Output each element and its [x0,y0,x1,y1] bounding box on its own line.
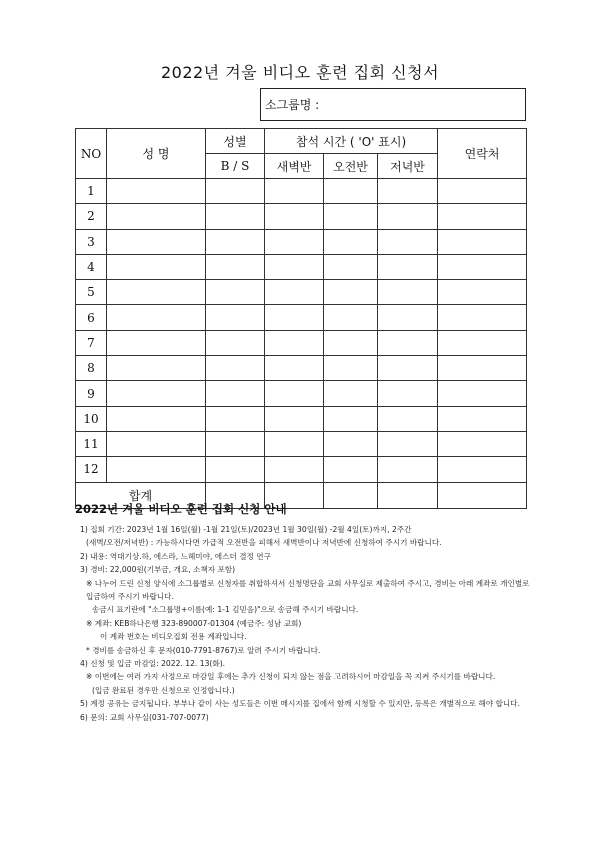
cell-morning[interactable] [324,381,378,406]
cell-dawn[interactable] [265,254,324,279]
table-row [76,204,527,229]
cell-evening[interactable] [378,431,438,456]
cell-dawn[interactable] [265,457,324,482]
cell-evening[interactable] [378,381,438,406]
cell-gender[interactable] [206,254,265,279]
cell-name[interactable] [107,356,206,381]
guide-line: ※ 이번에는 여러 가지 사정으로 마감일 후에는 추가 신청이 되지 않는 점을 고려하시어 마감일을 꼭 지켜 주시기를 바랍니다. [86,672,496,682]
table-row [76,254,527,279]
cell-evening[interactable] [378,204,438,229]
row-number: 1 [76,179,107,204]
row-number: 4 [76,254,107,279]
cell-gender[interactable] [206,406,265,431]
cell-dawn[interactable] [265,204,324,229]
cell-contact[interactable] [438,305,527,330]
row-number: 8 [76,356,107,381]
cell-gender[interactable] [206,381,265,406]
cell-gender[interactable] [206,280,265,305]
guide-line: 1) 집회 기간: 2023년 1월 16일(월) -1월 21일(토)/2023년 1월 30일(월) -2월 4일(토)까지, 2주간 [80,525,412,534]
guide-line: 5) 계정 공유는 금지됩니다. 부부나 같이 사는 성도들은 이번 메시지를 집에서 함께 시청할 수 있지만, 등록은 개별적으로 해야 합니다. [80,699,520,709]
total-label: 합계 [76,482,206,508]
table-row [76,280,527,305]
row-number: 11 [76,431,107,456]
cell-morning[interactable] [324,431,378,456]
cell-gender[interactable] [206,431,265,456]
header-gender-sub: B / S [206,154,265,179]
row-number: 3 [76,229,107,254]
cell-name[interactable] [107,330,206,355]
cell-contact[interactable] [438,179,527,204]
cell-contact[interactable] [438,406,527,431]
table-row [76,457,527,482]
cell-dawn[interactable] [265,431,324,456]
cell-morning[interactable] [324,179,378,204]
cell-evening[interactable] [378,330,438,355]
row-number: 12 [76,457,107,482]
header-attendance-time: 참석 시간 ( 'O' 표시) [265,129,438,154]
cell-name[interactable] [107,305,206,330]
cell-contact[interactable] [438,254,527,279]
cell-contact[interactable] [438,229,527,254]
table-row [76,179,527,204]
cell-gender[interactable] [206,330,265,355]
group-name-field[interactable] [260,88,526,121]
cell-name[interactable] [107,229,206,254]
table-row [76,381,527,406]
cell-name[interactable] [107,280,206,305]
cell-evening[interactable] [378,356,438,381]
cell-morning[interactable] [324,280,378,305]
row-number: 5 [76,280,107,305]
table-row [76,356,527,381]
guide-line: 이 계좌 번호는 비디오집회 전용 계좌입니다. [100,632,247,642]
cell-dawn[interactable] [265,179,324,204]
group-name-label: 소그룹명 : [265,98,320,112]
form-title: 2022년 겨울 비디오 훈련 집회 신청서 [160,63,440,82]
row-number: 6 [76,305,107,330]
cell-morning[interactable] [324,229,378,254]
guide-line: ※ 나누어 드린 신청 양식에 소그룹별로 신청자를 취합하셔서 신청명단을 교회 사무실로 제출하여 주시고, 경비는 아래 계좌로 개인별로 [86,578,530,588]
table-row [76,406,527,431]
table-row [76,305,527,330]
cell-evening[interactable] [378,305,438,330]
cell-name[interactable] [107,406,206,431]
guide-line: 3) 경비: 22,000원(기부금, 개요, 소책자 포함) [80,565,236,575]
cell-evening[interactable] [378,254,438,279]
row-number: 9 [76,381,107,406]
cell-name[interactable] [107,431,206,456]
table-row [76,431,527,456]
cell-morning[interactable] [324,457,378,482]
cell-name[interactable] [107,381,206,406]
cell-dawn[interactable] [265,356,324,381]
guide-line: 6) 문의: 교회 사무실(031-707-0077) [80,712,209,722]
cell-name[interactable] [107,457,206,482]
header-morning: 오전반 [324,154,378,179]
guide-line: ※ 계좌: KEB하나은행 323-890007-01304 (예금주: 성남 교회) [86,618,302,628]
cell-name[interactable] [107,179,206,204]
row-number: 2 [76,204,107,229]
cell-contact[interactable] [438,431,527,456]
cell-dawn[interactable] [265,305,324,330]
guide-line: (입금 완료된 경우만 신청으로 인정합니다.) [92,685,235,695]
guide-text [80,523,550,724]
header-dawn: 새벽반 [265,154,324,179]
cell-morning[interactable] [324,204,378,229]
cell-gender[interactable] [206,229,265,254]
cell-dawn[interactable] [265,381,324,406]
cell-contact[interactable] [438,280,527,305]
header-name: 성 명 [107,129,206,179]
cell-gender[interactable] [206,457,265,482]
cell-evening[interactable] [378,280,438,305]
cell-gender[interactable] [206,179,265,204]
guide-line: * 경비를 송금하신 후 문자(010-7791-8767)로 알려 주시기 바랍니다. [86,645,321,655]
cell-evening[interactable] [378,229,438,254]
row-number: 10 [76,406,107,431]
cell-name[interactable] [107,254,206,279]
total-cell[interactable] [378,482,438,508]
cell-dawn[interactable] [265,330,324,355]
cell-dawn[interactable] [265,229,324,254]
cell-contact[interactable] [438,457,527,482]
header-evening: 저녁반 [378,154,438,179]
row-number: 7 [76,330,107,355]
total-cell[interactable] [438,482,527,508]
cell-name[interactable] [107,204,206,229]
cell-gender[interactable] [206,356,265,381]
cell-contact[interactable] [438,330,527,355]
guide-line: 2) 내용: 역대기상.하, 에스라, 느헤미야, 에스더 결정 연구 [80,551,271,561]
cell-gender[interactable] [206,204,265,229]
guide-line: (새벽/오전/저녁반) : 가능하시다면 가급적 오전반을 피해서 새벽반이나 저녁반에 신청하여 주시기 바랍니다. [86,538,442,548]
cell-morning[interactable] [324,305,378,330]
header-contact: 연락처 [438,129,527,179]
total-cell[interactable] [324,482,378,508]
registration-table [75,128,527,509]
guide-line: 송금시 표기란에 "소그룹명+이름(예: 1-1 김믿음)"으로 송금해 주시기 바랍니다. [92,605,359,615]
cell-evening[interactable] [378,406,438,431]
table-body [76,179,527,483]
cell-morning[interactable] [324,406,378,431]
cell-contact[interactable] [438,356,527,381]
guide-title: 2022년 겨울 비디오 훈련 집회 신청 안내 [75,502,287,516]
cell-dawn[interactable] [265,406,324,431]
table-row [76,330,527,355]
cell-contact[interactable] [438,381,527,406]
cell-morning[interactable] [324,330,378,355]
cell-morning[interactable] [324,356,378,381]
cell-dawn[interactable] [265,280,324,305]
cell-gender[interactable] [206,305,265,330]
table-row [76,229,527,254]
cell-evening[interactable] [378,457,438,482]
cell-evening[interactable] [378,179,438,204]
header-gender: 성별 [206,129,265,154]
guide-line: 4) 신청 및 입금 마감일: 2022. 12. 13(화). [80,659,226,669]
cell-morning[interactable] [324,254,378,279]
cell-contact[interactable] [438,204,527,229]
guide-line: 입금하여 주시기 바랍니다. [86,592,174,602]
header-no: NO [76,129,107,179]
